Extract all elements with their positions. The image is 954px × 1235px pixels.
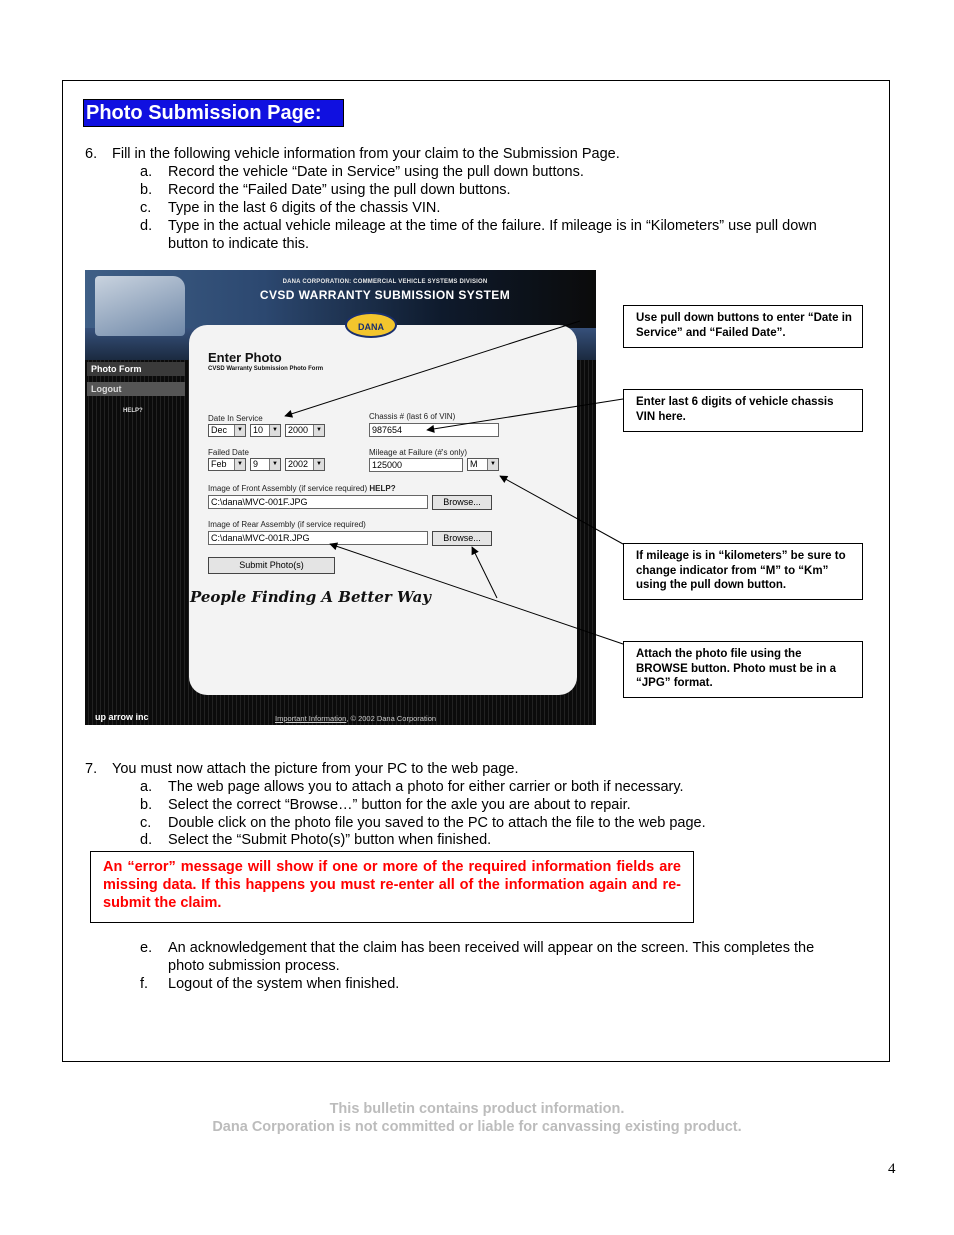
arrow-browse-button xyxy=(472,547,497,598)
callout-browse: Attach the photo file using the BROWSE button. Photo must be in a “JPG” format. xyxy=(623,641,863,698)
step6c-text: Type in the last 6 digits of the chassis VIN. xyxy=(168,200,441,216)
step6-text: Fill in the following vehicle information from your claim to the Submission Page. xyxy=(112,146,620,162)
chevron-down-icon: ▼ xyxy=(313,459,324,470)
step6d-text-line2: button to indicate this. xyxy=(168,236,310,252)
step7c-text: Double click on the photo file you saved to the PC to attach the file to the web page. xyxy=(168,815,706,831)
step6b-text: Record the “Failed Date” using the pull down buttons. xyxy=(168,182,511,198)
step6b-letter: b. xyxy=(140,182,153,198)
step6a-text: Record the vehicle “Date in Service” using the pull down buttons. xyxy=(168,164,584,180)
rear-browse-button[interactable]: Browse... xyxy=(432,531,492,546)
front-assembly-label-text: Image of Front Assembly (if service required) xyxy=(208,484,368,493)
step7b-letter: b. xyxy=(140,797,153,813)
date-in-service-label: Date In Service xyxy=(208,414,263,423)
front-image-input[interactable]: C:\dana\MVC-001F.JPG xyxy=(208,495,428,509)
up-arrow-logo: up arrow inc xyxy=(95,712,149,722)
footer-line-2: Dana Corporation is not committed or liable for canvassing existing product. xyxy=(212,1119,742,1135)
error-warning-box: An “error” message will show if one or more of the required information fields are missing data. If this happens you must re-enter all of the information again and re-submit the claim. xyxy=(90,851,694,923)
dis-day-value: 10 xyxy=(253,425,264,435)
dana-logo: DANA xyxy=(345,312,397,338)
step7a-letter: a. xyxy=(140,779,153,795)
chassis-label: Chassis # (last 6 of VIN) xyxy=(369,412,456,421)
step7d-text: Select the “Submit Photo(s)” button when finished. xyxy=(168,832,492,848)
front-browse-button[interactable]: Browse... xyxy=(432,495,492,510)
step7d-letter: d. xyxy=(140,832,153,848)
chevron-down-icon: ▼ xyxy=(269,425,280,436)
step7a-text: The web page allows you to attach a photo for either carrier or both if necessary. xyxy=(168,779,684,795)
step7e-text-line1: An acknowledgement that the claim has been received will appear on the screen. This completes the xyxy=(168,940,815,956)
step7-number: 7. xyxy=(85,761,98,777)
failed-date-label: Failed Date xyxy=(208,448,249,457)
arrow-vin xyxy=(427,399,623,430)
chevron-down-icon: ▼ xyxy=(269,459,280,470)
step6-number: 6. xyxy=(85,146,98,162)
chassis-input[interactable]: 987654 xyxy=(369,423,499,437)
step7f-letter: f. xyxy=(140,976,149,992)
section-title: Photo Submission Page: xyxy=(84,100,343,126)
important-info-link[interactable]: Important Information xyxy=(275,714,347,723)
step7e-text-line2: photo submission process. xyxy=(168,958,340,974)
chevron-down-icon: ▼ xyxy=(487,459,498,470)
rear-assembly-label: Image of Rear Assembly (if service required) xyxy=(208,520,366,529)
page-number: 4 xyxy=(888,1161,896,1177)
callout-km: If mileage is in “kilometers” be sure to change indicator from “M” to “Km” using the pull down button. xyxy=(623,543,863,600)
header-division: DANA CORPORATION: COMMERCIAL VEHICLE SYSTEMS DIVISION xyxy=(282,279,488,285)
submit-photos-button[interactable]: Submit Photo(s) xyxy=(208,557,335,574)
step6d-text-line1: Type in the actual vehicle mileage at the time of the failure. If mileage is in “Kilometers” use pull down xyxy=(168,218,817,234)
step6c-letter: c. xyxy=(140,200,152,216)
step7c-letter: c. xyxy=(140,815,152,831)
front-help-link[interactable]: HELP? xyxy=(369,484,396,493)
form-title: Enter Photo xyxy=(208,350,282,365)
chevron-down-icon: ▼ xyxy=(313,425,324,436)
dis-year-value: 2000 xyxy=(288,425,309,435)
header-system-title: CVSD WARRANTY SUBMISSION SYSTEM xyxy=(259,288,511,302)
sidebar-item-photo-form[interactable]: Photo Form xyxy=(87,362,185,376)
dis-month-value: Dec xyxy=(211,425,228,435)
sidebar-item-logout[interactable]: Logout xyxy=(87,382,185,396)
mileage-label: Mileage at Failure (#'s only) xyxy=(369,448,468,457)
fd-month-value: Feb xyxy=(211,459,227,469)
step7b-text: Select the correct “Browse…” button for the axle you are about to repair. xyxy=(168,797,631,813)
form-subtitle: CVSD Warranty Submission Photo Form xyxy=(208,366,324,372)
arrow-dates xyxy=(285,321,580,416)
arrow-rear-browse xyxy=(330,544,623,644)
fd-day-value: 9 xyxy=(253,459,259,469)
step6d-letter: d. xyxy=(140,218,153,234)
arrow-km xyxy=(500,476,623,544)
chevron-down-icon: ▼ xyxy=(234,459,245,470)
callout-dates: Use pull down buttons to enter “Date in Service” and “Failed Date”. xyxy=(623,305,863,348)
step7-text: You must now attach the picture from your PC to the web page. xyxy=(112,761,519,777)
step7f-text: Logout of the system when finished. xyxy=(168,976,400,992)
tagline: People Finding A Better Way xyxy=(190,588,432,606)
footer-line-1: This bulletin contains product information. xyxy=(329,1101,625,1117)
mileage-unit-value: M xyxy=(470,459,478,469)
mileage-input[interactable]: 125000 xyxy=(369,458,463,472)
chevron-down-icon: ▼ xyxy=(234,425,245,436)
copyright-text: , © 2002 Dana Corporation xyxy=(346,714,437,723)
step6a-letter: a. xyxy=(140,164,153,180)
step7e-letter: e. xyxy=(140,940,153,956)
rear-image-input[interactable]: C:\dana\MVC-001R.JPG xyxy=(208,531,428,545)
callout-vin: Enter last 6 digits of vehicle chassis VIN here. xyxy=(623,389,863,432)
fd-year-value: 2002 xyxy=(288,459,309,469)
sidebar-help-link[interactable]: HELP? xyxy=(123,408,143,414)
